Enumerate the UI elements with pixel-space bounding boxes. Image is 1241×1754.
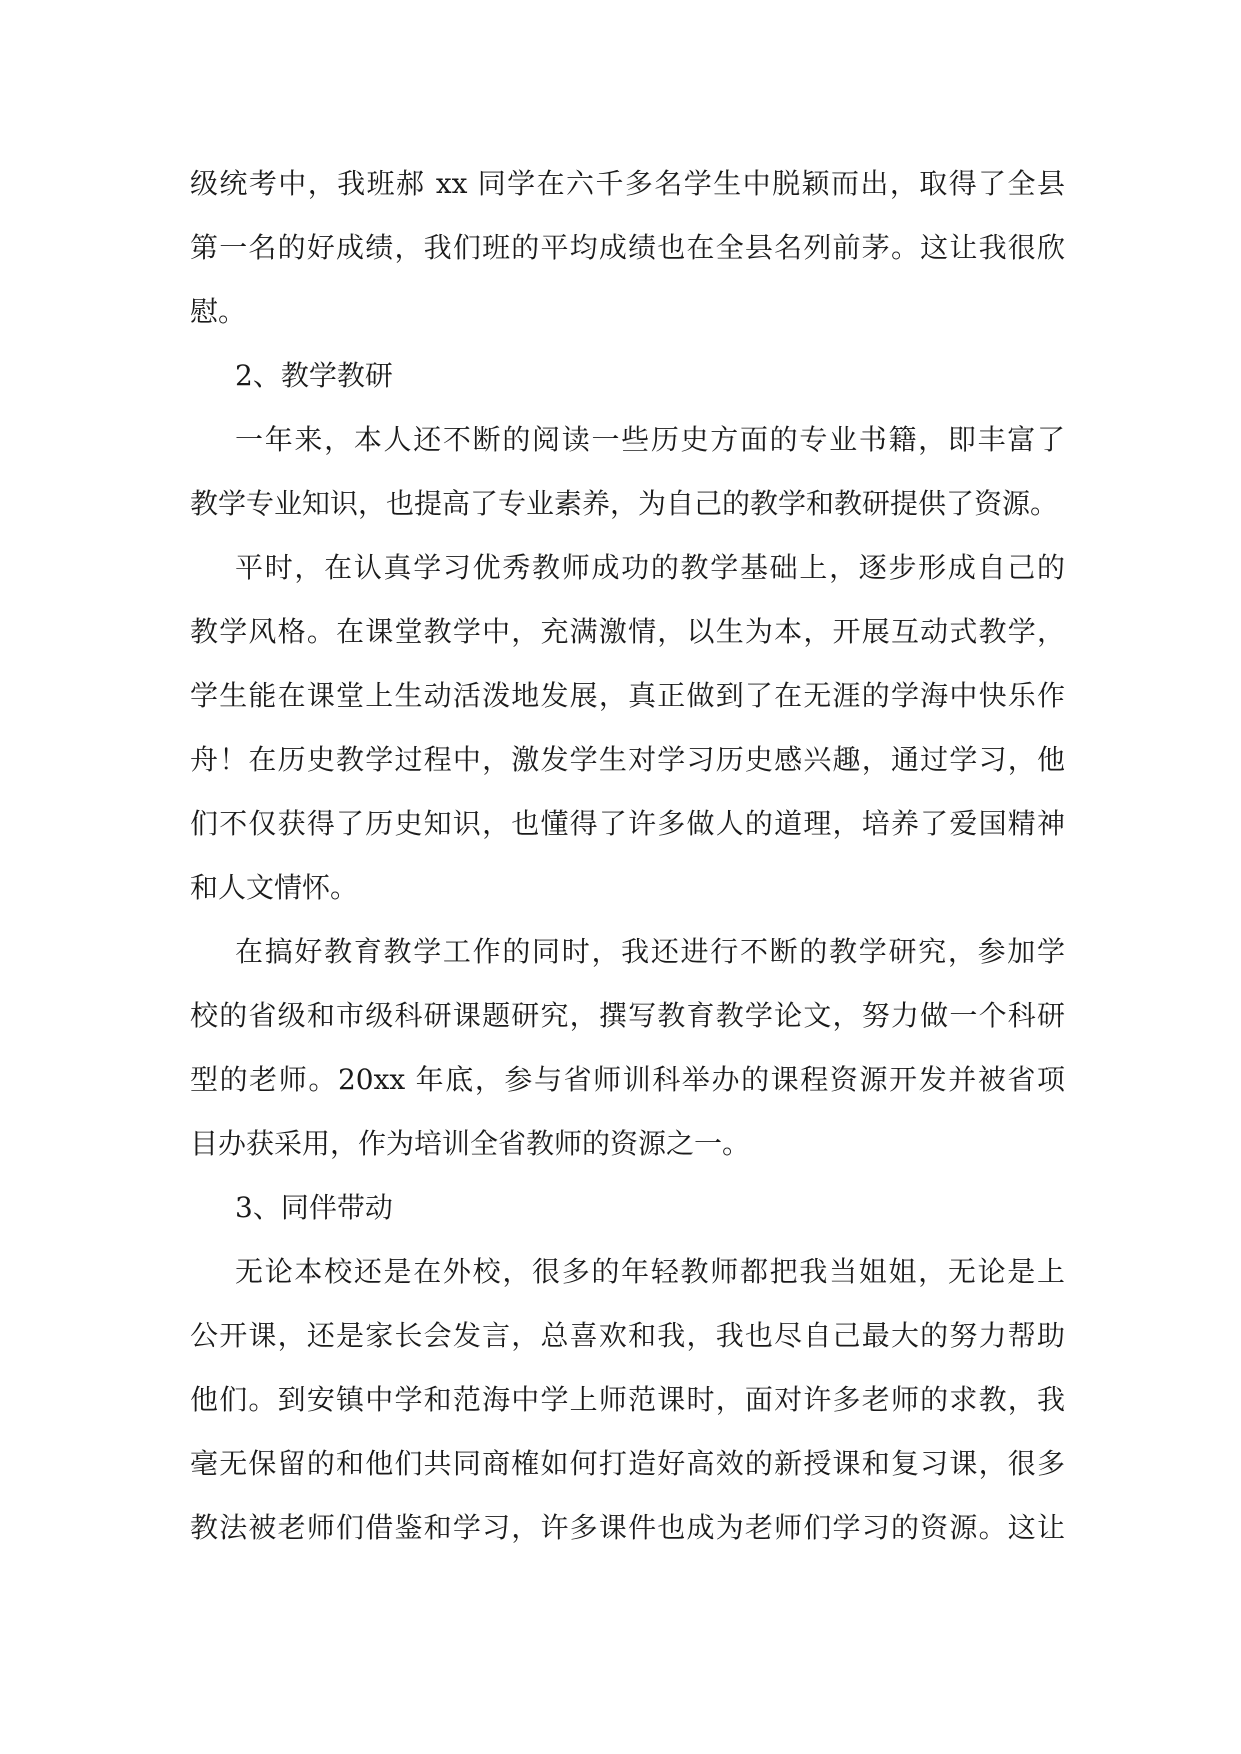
text-line: 无论本校还是在外校，很多的年轻教师都把我当姐姐，无论是上 (235, 1255, 1065, 1288)
text-line: 公开课，还是家长会发言，总喜欢和我，我也尽自己最大的努力帮助 (190, 1319, 1065, 1352)
text-line: 慰。 (190, 295, 247, 328)
text-line: 在搞好教育教学工作的同时，我还进行不断的教学研究，参加学 (235, 935, 1065, 968)
text-line: 第一名的好成绩，我们班的平均成绩也在全县名列前茅。这让我很欣 (190, 231, 1065, 264)
text-line: 型的老师。20xx 年底，参与省师训科举办的课程资源开发并被省项 (190, 1063, 1065, 1096)
text-line: 3、同伴带动 (235, 1191, 393, 1224)
text-line: 一年来，本人还不断的阅读一些历史方面的专业书籍，即丰富了 (235, 423, 1065, 456)
text-line: 学生能在课堂上生动活泼地发展，真正做到了在无涯的学海中快乐作 (190, 679, 1065, 712)
text-line: 目办获采用，作为培训全省教师的资源之一。 (190, 1127, 751, 1160)
text-line: 教学风格。在课堂教学中，充满激情，以生为本，开展互动式教学， (190, 615, 1065, 648)
text-line: 教学专业知识，也提高了专业素养，为自己的教学和教研提供了资源。 (190, 487, 1059, 520)
text-line: 他们。到安镇中学和范海中学上师范课时，面对许多老师的求教，我 (190, 1383, 1065, 1416)
text-line: 们不仅获得了历史知识，也懂得了许多做人的道理，培养了爱国精神 (190, 807, 1065, 840)
text-line: 教法被老师们借鉴和学习，许多课件也成为老师们学习的资源。这让 (190, 1511, 1065, 1544)
text-line: 2、教学教研 (235, 359, 393, 392)
text-line: 校的省级和市级科研课题研究，撰写教育教学论文，努力做一个科研 (190, 999, 1065, 1032)
text-line: 和人文情怀。 (190, 871, 359, 904)
text-line: 平时，在认真学习优秀教师成功的教学基础上，逐步形成自己的 (235, 551, 1065, 584)
document-body (190, 152, 1065, 1560)
text-line: 舟！在历史教学过程中，激发学生对学习历史感兴趣，通过学习，他 (190, 743, 1065, 776)
text-line: 毫无保留的和他们共同商榷如何打造好高效的新授课和复习课，很多 (190, 1447, 1065, 1480)
text-line: 级统考中，我班郝 xx 同学在六千多名学生中脱颖而出，取得了全县 (190, 167, 1065, 200)
